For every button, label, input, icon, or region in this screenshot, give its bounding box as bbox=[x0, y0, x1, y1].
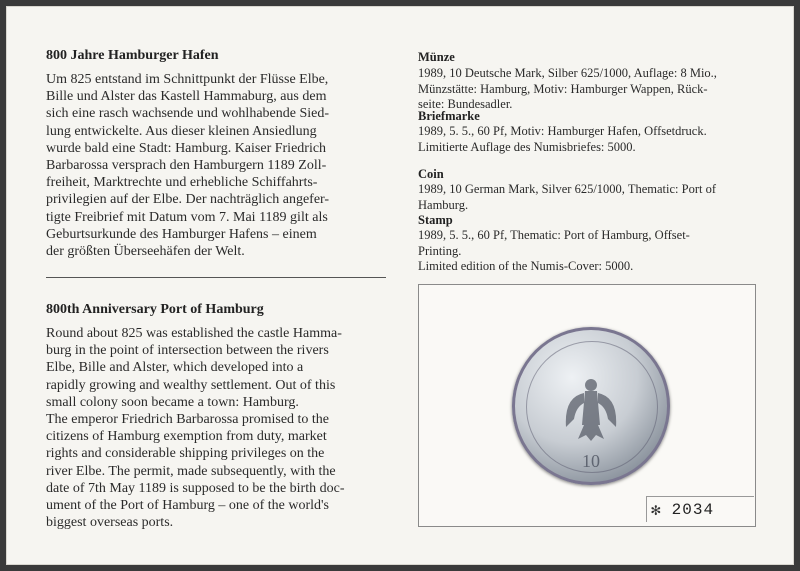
english-title: 800th Anniversary Port of Hamburg bbox=[46, 302, 264, 317]
english-line: biggest overseas ports. bbox=[46, 515, 174, 531]
serial-number: 2034 bbox=[671, 500, 715, 519]
german-line: Um 825 entstand im Schnittpunkt der Flüsse Elbe, bbox=[46, 72, 329, 87]
muenze-text bbox=[418, 66, 758, 113]
section-divider bbox=[46, 277, 386, 278]
english-line: citizens of Hamburg exemption from duty, market bbox=[46, 429, 327, 445]
briefmarke-line: Limitierte Auflage des Numisbriefes: 5000. bbox=[418, 139, 636, 154]
muenze-heading: Münze bbox=[418, 50, 455, 64]
german-line: Geburtsurkunde des Hamburger Hafens – einem bbox=[46, 226, 317, 242]
briefmarke-line: 1989, 5. 5., 60 Pf, Motiv: Hamburger Hafen, Offsetdruck. bbox=[418, 124, 707, 138]
english-line: rights and considerable shipping privileges on the bbox=[46, 446, 325, 462]
german-line: freiheit, Marktrechte und erhebliche Schiffahrts- bbox=[46, 175, 318, 191]
german-line: der größten Überseehäfen der Welt. bbox=[46, 244, 245, 260]
english-line: rapidly growing and wealthy settlement. Out of this bbox=[46, 377, 336, 393]
english-line: date of 7th May 1189 is supposed to be the birth doc- bbox=[46, 480, 345, 496]
stamp-heading: Stamp bbox=[418, 213, 453, 227]
silver-coin-image bbox=[512, 327, 670, 485]
asterisk-icon: ✻ bbox=[651, 501, 662, 520]
german-line: lung entwickelte. Aus dieser kleinen Ansiedlung bbox=[46, 123, 317, 139]
muenze-line: 1989, 10 Deutsche Mark, Silber 625/1000, Auflage: 8 Mio., bbox=[418, 66, 717, 80]
english-line: Round about 825 was established the castle Hamma- bbox=[46, 326, 342, 341]
muenze-line: seite: Bundesadler. bbox=[418, 97, 513, 112]
english-line: Elbe, Bille and Alster, which developed into a bbox=[46, 360, 304, 376]
english-paragraph bbox=[46, 325, 386, 531]
eagle-icon bbox=[512, 327, 670, 485]
german-line: Bille und Alster das Kastell Hammaburg, aus dem bbox=[46, 89, 327, 105]
stamp-text bbox=[418, 228, 758, 275]
briefmarke-heading: Briefmarke bbox=[418, 109, 480, 123]
german-paragraph bbox=[46, 71, 386, 260]
stamp-line: 1989, 5. 5., 60 Pf, Thematic: Port of Hamburg, Offset- bbox=[418, 228, 690, 242]
german-line: wurde bald eine Stadt: Hamburg. Kaiser Friedrich bbox=[46, 140, 327, 156]
coin-heading: Coin bbox=[418, 167, 444, 181]
stamp-line: Limited edition of the Numis-Cover: 5000. bbox=[418, 259, 634, 274]
coin-text bbox=[418, 182, 758, 213]
english-line: The emperor Friedrich Barbarossa promised to the bbox=[46, 412, 330, 428]
coin-line: 1989, 10 German Mark, Silver 625/1000, Thematic: Port of bbox=[418, 182, 716, 196]
english-line: burg in the point of intersection between the rivers bbox=[46, 343, 329, 359]
briefmarke-text bbox=[418, 124, 758, 155]
muenze-line: Münzstätte: Hamburg, Motiv: Hamburger Wappen, Rück- bbox=[418, 81, 708, 96]
german-title: 800 Jahre Hamburger Hafen bbox=[46, 48, 219, 63]
svg-text:10: 10 bbox=[582, 451, 600, 471]
german-line: sich eine rasch wachsende und wohlhabende Sied- bbox=[46, 106, 330, 122]
german-line: tigte Freibrief mit Datum vom 7. Mai 1189 gilt als bbox=[46, 209, 328, 225]
german-line: privilegien auf der Elbe. Der nachträglich angefer- bbox=[46, 192, 330, 208]
coin-line: Hamburg. bbox=[418, 197, 469, 212]
english-line: ument of the Port of Hamburg – one of the world's bbox=[46, 498, 329, 514]
english-line: small colony soon became a town: Hamburg. bbox=[46, 394, 299, 410]
serial-number-box bbox=[646, 496, 754, 522]
english-line: river Elbe. The permit, made subsequently, with the bbox=[46, 463, 336, 479]
german-line: Barbarossa versprach den Hamburgern 1189 Zoll- bbox=[46, 158, 327, 174]
stamp-line: Printing. bbox=[418, 243, 462, 258]
